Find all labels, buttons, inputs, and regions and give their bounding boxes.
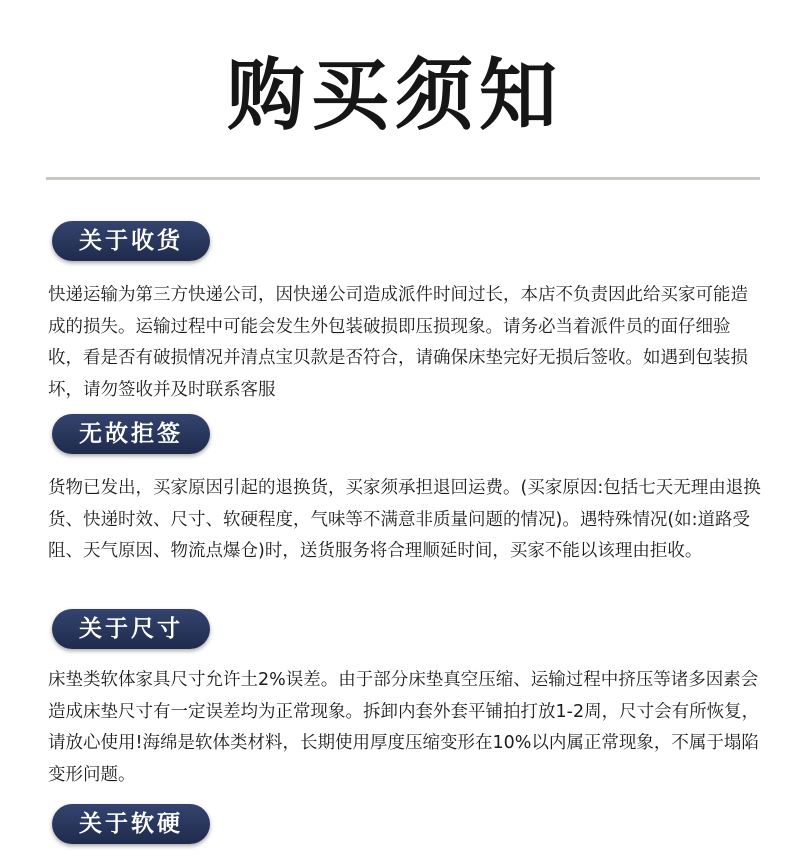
divider [46, 177, 760, 180]
section-heading-receiving: 关于收货 [52, 221, 210, 261]
section-heading-size: 关于尺寸 [52, 609, 210, 649]
section-text-refusal: 货物已发出，买家原因引起的退换货，买家须承担退回运费。(买家原因:包括七天无理由退换货、快递时效、尺寸、软硬程度，气味等不满意非质量问题的情况)。遇特殊情况(如:道路受阻、天气原因、物流点爆仓)时，送货服务将合理顺延时间，买家不能以该理由拒收。 [48, 478, 761, 561]
section-text-receiving: 快递运输为第三方快递公司，因快递公司造成派件时间过长，本店不负责因此给买家可能造成的损失。运输过程中可能会发生外包装破损即压损现象。请务必当着派件员的面仔细验收，看是否有破损情况并清点宝贝款是否符合，请确保床垫完好无损后签收。如遇到包装损坏，请勿签收并及时联系客服 [48, 285, 748, 400]
section-text-size: 床垫类软体家具尺寸允许土2%误差。由于部分床垫真空压缩、运输过程中挤压等诸多因素会造成床垫尺寸有一定误差均为正常现象。拆卸内套外套平铺拍打放1-2周，尺寸会有所恢复，请放心使用!海绵是软体类材料，长期使用厚度压缩变形在10%以内属正常现象，不属于塌陷变形问题。 [48, 670, 760, 785]
page-title: 购买须知 [226, 51, 563, 141]
section-heading-firmness: 关于软硬 [52, 804, 210, 844]
section-heading-refusal: 无故拒签 [52, 414, 210, 454]
